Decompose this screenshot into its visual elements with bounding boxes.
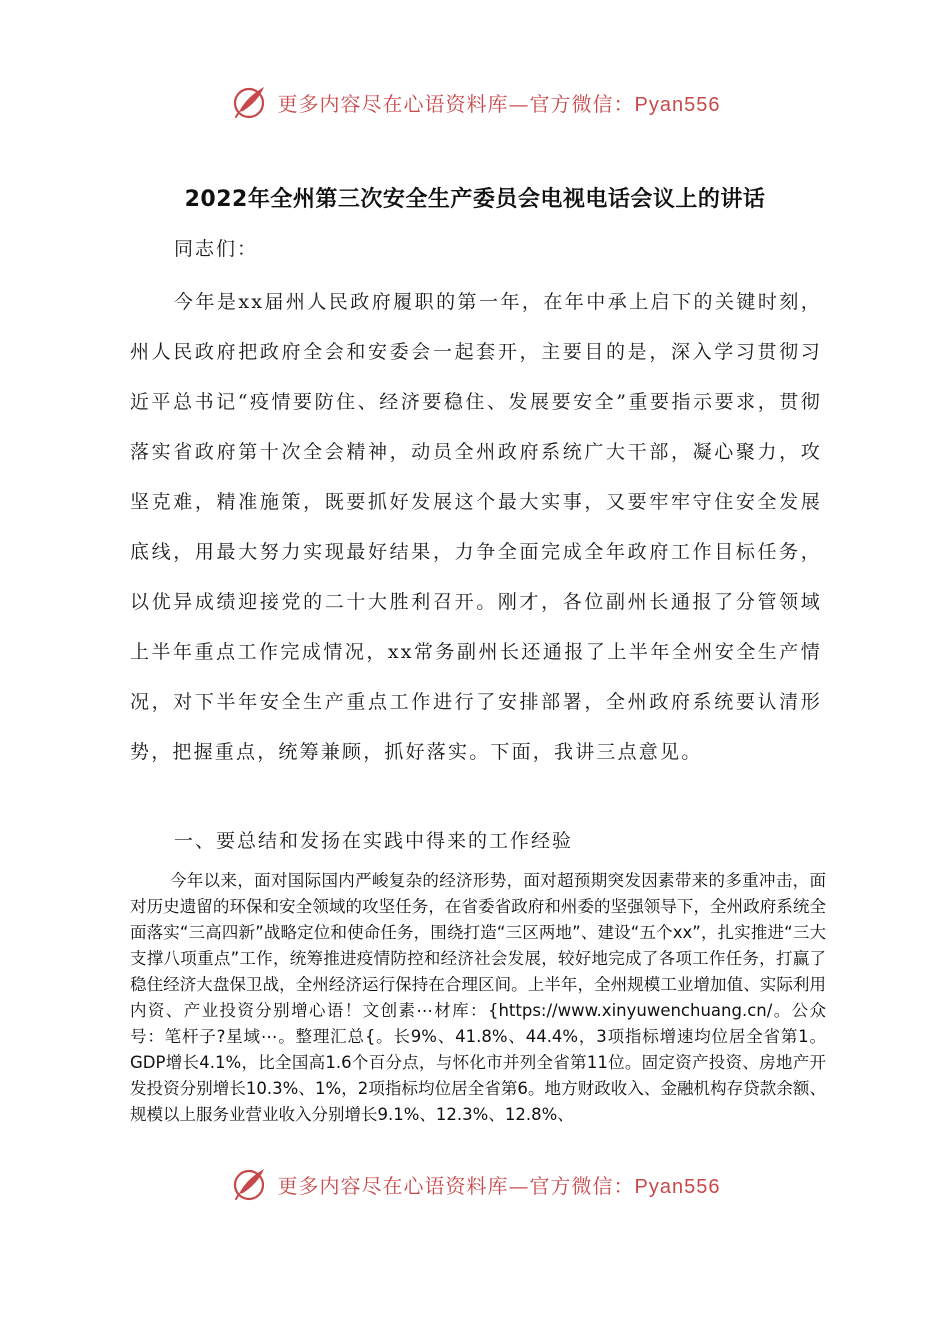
watermark-banner-top — [0, 80, 950, 124]
body-paragraph: 今年是xx届州人民政府履职的第一年，在年中承上启下的关键时刻，州人民政府把政府全会和安委会一起套开，主要目的是，深入学习贯彻习近平总书记“疫情要防住、经济要稳住、发展要安全”重要指示要求，贯彻落实省政府第十次全会精神，动员全州政府系统广大干部，凝心聚力，攻坚克难，精准施策，既要抓好发展这个最大实事，又要牢牢守住安全发展底线，用最大努力实现最好结果，力争全面完成全年政府工作目标任务，以优异成绩迎接党的二十大胜利召开。刚才，各位副州长通报了分管领域上半年重点工作完成情况，xx常务副州长还通报了上半年全州安全生产情况，对下半年安全生产重点工作进行了安排部署，全州政府系统要认清形势，把握重点，统筹兼顾，抓好落实。下面，我讲三点意见。 — [130, 291, 822, 763]
watermark-dash: — — [508, 1173, 530, 1198]
watermark-official: 官方微信： — [529, 1173, 635, 1198]
document-title: 2022年全州第三次安全生产委员会电视电话会议上的讲话 — [184, 187, 766, 212]
watermark-main: 更多内容尽在心语资料库 — [277, 91, 509, 116]
watermark-text — [278, 1170, 721, 1199]
watermark-official: 官方微信： — [529, 91, 635, 116]
salutation: 同志们： — [174, 238, 259, 260]
watermark-banner-bottom — [0, 1162, 950, 1206]
section-heading: 一、要总结和发扬在实践中得来的工作经验 — [174, 830, 574, 852]
watermark-dash: — — [508, 91, 530, 116]
watermark-text — [278, 88, 721, 117]
quill-pen-icon — [230, 1164, 270, 1204]
quill-pen-icon — [230, 82, 270, 122]
section-paragraph: 今年以来，面对国际国内严峻复杂的经济形势，面对超预期突发因素带来的多重冲击，面对历史遗留的环保和安全领域的攻坚任务，在省委省政府和州委的坚强领导下，全州政府系统全面落实“三高四新”战略定位和使命任务，围绕打造“三区两地”、建设“五个xx”，扎实推进“三大支撑八项重点”工作，统筹推进疫情防控和经济社会发展，较好地完成了各项工作任务，打赢了稳住经济大盘保卫战，全州经济运行保持在合理区间。上半年，全州规模工业增加值、实际利用内资、产业投资分别增心语！文创素⋯材库：{https://www.xinyuwenchuang.cn/。公众号：笔杆子?星域⋯。整理汇总{。长9%、41.8%、44.4%，3项指标增速均位居全省第1。GDP增长4.1%，比全国高1.6个百分点，与怀化市并列全省第11位。固定资产投资、房地产开发投资分别增长10.3%、1%，2项指标均位居全省第6。地方财政收入、金融机构存贷款余额、规模以上服务业营业收入分别增长9.1%、12.3%、12.8%、 — [130, 871, 826, 1124]
watermark-wechat-id: Pyan556 — [634, 1175, 721, 1198]
watermark-main: 更多内容尽在心语资料库 — [277, 1173, 509, 1198]
watermark-wechat-id: Pyan556 — [634, 93, 721, 116]
